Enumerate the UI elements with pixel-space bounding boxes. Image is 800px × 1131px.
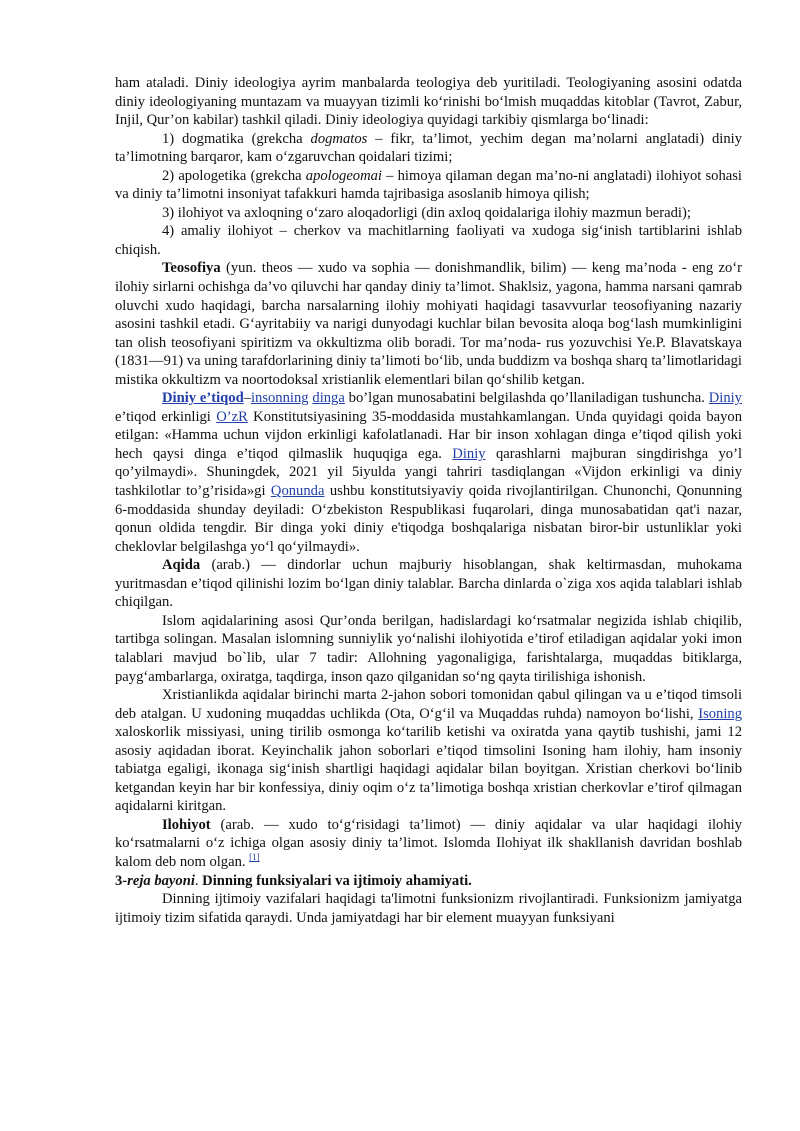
- dash: –: [243, 390, 251, 407]
- paragraph-funksionizm: Dinning ijtimoiy vazifalari haqidagi ta'limotni funksionizm rivojlantiradi. Funksionizm jamiyatga ijtimoiy tizim sifatida qaraydi. Unda jamiyatdagi har bir element muayyan funksiyani: [115, 891, 742, 926]
- paragraph-xristianlik: [115, 686, 742, 816]
- section-heading: [115, 872, 742, 891]
- term-teosofiya: Teosofiya: [162, 260, 221, 277]
- link-ozr[interactable]: O’zR: [216, 408, 248, 425]
- section-label: reja bayoni: [127, 872, 195, 889]
- link-diniy[interactable]: Diniy: [708, 390, 742, 407]
- term-italic: apologeomai: [305, 167, 382, 184]
- list-item-amaliy: 4) amaliy ilohiyot – cherkov va machitlarning faoliyati va xudoga sigʻinish tartiblarini ishlab chiqish.: [115, 223, 742, 258]
- list-item-apologetika: [115, 167, 742, 204]
- link-label: Diniy e’tiqod: [162, 390, 244, 407]
- paragraph-text: Konstitutsiyasining 35-moddasida mustahkamlangan. Unda quyidagi qoida bayon etilgan: «Hamma uchun vijdon erkinligi kafolatlanadi. Har bir inson xohlagan dinga e’tiqod qilish yoki hech qaysi dinga e’tiqod qilmaslik huquqiga ega.: [115, 408, 742, 462]
- paragraph-text: xaloskorlik missiyasi, uning tirilib osmonga koʻtarilib ketishi va oxiratda yana qaytib tushishi, jami 12 asosiy aqidadan iborat. Keyinchalik jahon soborlari e’tiqod timsolini Isoning ham ilohiy, ham insoniy tabiatga egaligi, ikonaga sigʻinish shartligi haqidagi aqidalar bilan boyitgan. Xristian cherkovi boʻlinib ketgandan keyin har bir konfessiya, diniy oqim oʻz ta’limotiga boshqa xristian cherkovlar e’tirof qilmagan aqidalarni kiritgan.: [115, 724, 742, 815]
- list-item-text: 2) apologetika (grekcha: [162, 167, 306, 184]
- link-insonning[interactable]: insonning: [250, 390, 309, 407]
- paragraph-text: Xristianlikda aqidalar birinchi marta 2-jahon sobori tomonidan qabul qilingan va u e’tiqod timsoli deb atalgan. U xudoning muqaddas uchlikda (Ota, Oʻgʻil va Muqaddas ruhda) namoyon boʻlishi,: [115, 687, 742, 722]
- footnote-ref: [249, 852, 260, 862]
- section-number: 3-: [115, 872, 128, 889]
- paragraph-text: bo’lgan munosabatini belgilashda qo’llaniladigan tushuncha.: [344, 390, 709, 407]
- list-item-text: – himoya qilaman degan ma’no-ni anglatadi) ilohiyot sohasi va diniy ta’limotni insoniyat tafakkuri hamda tajribasiga asoslanib himoya qilish;: [115, 167, 742, 203]
- link-dinga[interactable]: dinga: [312, 390, 345, 407]
- paragraph-etiqod: [115, 389, 742, 556]
- paragraph-teosofiya: [115, 259, 742, 389]
- paragraph-aqida: [115, 556, 742, 612]
- link-diniy-2[interactable]: Diniy: [452, 445, 486, 462]
- paragraph-text: ushbu konstitutsiyaviy qoida rivojlantirilgan. Chunonchi, Qonunning 6-moddasida shunday deyiladi: O‘zbekiston Respublikasi fuqarolari, dinga munosabatidan qat'i nazar, qonun oldida tengdir. Bir dinga yoki diniy e'tiqodga boshqalariga nisbatan biror-bir ustunliklar yoki cheklovlar belgilashga yo‘l qo‘yilmaydi».: [115, 483, 742, 555]
- link-isoning[interactable]: Isoning: [698, 705, 742, 722]
- list-item-text: – fikr, ta’limot, yechim degan ma’nolarni anglatadi) diniy ta’limotning barqaror, kam oʻzgaruvchan qoidalari tizimi;: [115, 130, 742, 166]
- paragraph-text: (arab.) — dindorlar uchun majburiy hisoblangan, shak keltirmasdan, muhokama yuritmasdan e’tiqod qilinishi lozim boʻlgan diniy talablar. Barcha dinlarda o`ziga xos aqida talablari ishlab chiqilgan.: [115, 557, 742, 611]
- paragraph-islom: Islom aqidalarining asosi Qur’onda berilgan, hadislardagi koʻrsatmalar negizida ishlab chiqilib, tartibga solingan. Masalan islomning sunniylik yoʻnalishi ilohiyotida e’tirof etiladigan aqidalar yoki imon talablari mavjud bo`lib, ular 7 tadir: Allohning yagonaligiga, farishtalarga, muqaddas bitiklarga, paygʻambarlarga, oxiratga, taqdirga, inson qazo qilganidan soʻng qayta tirilishiga ishonish.: [115, 612, 742, 685]
- paragraph-ideologiya: ham ataladi. Diniy ideologiya ayrim manbalarda teologiya deb yuritiladi. Teologiyaning asosini odatda diniy ideologiyaning muntazam va muayyan tizimli koʻrinishi boʻlmish muqaddas kitoblar (Tavrot, Zabur, Injil, Qur’on kabilar) tashkil qiladi. Diniy ideologiya quyidagi tarkibiy qismlarga boʻlinadi:: [115, 75, 742, 129]
- list-item-text: 1) dogmatika (grekcha: [162, 130, 311, 147]
- list-item-axloq: 3) ilohiyot va axloqning oʻzaro aloqadorligi (din axloq qoidalariga ilohiy mazmun beradi);: [162, 204, 691, 221]
- link-qonunda[interactable]: Qonunda: [270, 483, 325, 500]
- term-aqida: Aqida: [162, 557, 201, 574]
- section-title: Dinning funksiyalari va ijtimoiy ahamiyati.: [202, 872, 472, 889]
- footnote-link[interactable]: [1]: [249, 852, 260, 863]
- link-diniy-etiqod[interactable]: [162, 390, 244, 406]
- paragraph-text: (arab. — xudo toʻgʻrisidagi ta’limot) — diniy aqidalar va ular haqidagi ilohiy koʻrsatmalarni oʻz ichiga olgan asosiy diniy ta’limot. Islomda Ilohiyat ilk shakllanish davridan boshlab kalom deb nom olgan.: [115, 816, 742, 870]
- paragraph-text: (yun. theos — xudo va sophia — donishmandlik, bilim) — keng ma’noda - eng zoʻr ilohiy sirlarni ochishga da’vo qiluvchi har qanday diniy ta’limot. Shaklsiz, yagona, hamma narsani qamrab oluvchi xudo haqidagi, barcha narsalarning ilohiy mohiyati haqidagi tasavvurlar teosofiyaning nazariy asosini tashkil etadi. Gʻayritabiiy va narigi dunyodagi kuchlar bilan bevosita aloqa bogʻlash mumkinligini tan olish teosofiyani spiritizm va okkultizma olib boradi. Tor ma’noda- rus yozuvchisi Ye.P. Blavatskaya (1831—91) va uning tarafdorlarining diniy ta’limoti boʻlib, unda buddizm va boshqa sharq ta’limotlaridagi mistika okkultizm va noortodoksal xristianlik elementlari bilan qoʻshilib ketgan.: [115, 260, 742, 388]
- list-item-dogmatika: [115, 130, 742, 167]
- term-italic: dogmatos: [310, 130, 368, 147]
- paragraph-text: qarashlarni majburan singdirishga yo’l qo’yilmaydi». Shuningdek, 2021 yil 5iyulda yangi tahriri tasdiqlangan «Vijdon erkinligi va diniy tashkilotlar to’g’risida»gi: [115, 445, 742, 500]
- section-dot: .: [194, 872, 203, 889]
- paragraph-text: e’tiqod erkinligi: [115, 408, 217, 425]
- paragraph-ilohiyot: [115, 816, 742, 872]
- term-ilohiyot: Ilohiyot: [162, 816, 211, 833]
